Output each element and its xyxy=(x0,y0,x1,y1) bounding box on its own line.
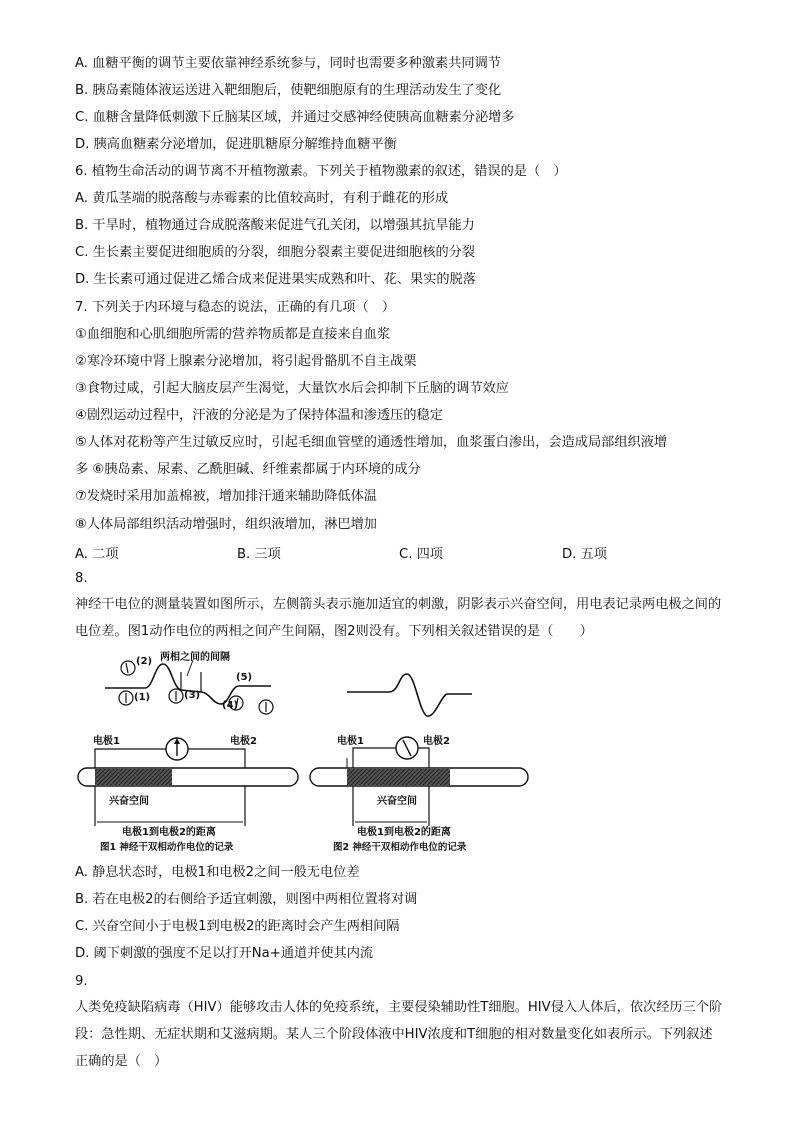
q6-option-c: C. 生长素主要促进细胞质的分裂，细胞分裂素主要促进细胞核的分裂 xyxy=(75,245,476,260)
q6-stem: 6. 植物生命活动的调节离不开植物激素。下列关于植物激素的叙述，错误的是（ ） xyxy=(75,164,567,179)
fig1-gap-label: 两相之间的间隔 xyxy=(160,652,230,663)
q7-stem: 7. 下列关于内环境与稳态的说法，正确的有几项（ ） xyxy=(75,300,396,315)
fig2-excitation-zone xyxy=(347,769,450,785)
q5-option-b: B. 胰岛素随体液运送进入靶细胞后，使靶细胞原有的生理活动发生了变化 xyxy=(75,83,502,98)
q7-item-7: ⑦发烧时采用加盖棉被，增加排汗通来辅助降低体温 xyxy=(75,489,377,504)
q7-item-2: ②寒冷环境中肾上腺素分泌增加，将引起骨骼肌不自主战栗 xyxy=(75,354,417,369)
q7-item-3: ③食物过咸，引起大脑皮层产生渴觉，大量饮水后会抑制下丘脑的调节效应 xyxy=(75,381,509,396)
figure-1 xyxy=(75,646,305,856)
fig2-excitation-label: 兴奋空间 xyxy=(377,796,417,807)
q8-number: 8. xyxy=(75,571,88,586)
q8-option-d: D. 阈下刺激的强度不足以打开Na+通道并使其内流 xyxy=(75,946,374,961)
fig2-waveform xyxy=(347,674,472,716)
q6-option-a: A. 黄瓜茎端的脱落酸与赤霉素的比值较高时，有利于雌花的形成 xyxy=(75,191,449,206)
fig1-wire-electrode2 xyxy=(188,749,245,826)
q7-option-d: D. 五项 xyxy=(562,547,607,562)
q7-item-5-cont-6: 多 ⑥胰岛素、尿素、乙酰胆碱、纤维素都属于内环境的成分 xyxy=(75,462,421,477)
q5-option-c: C. 血糖含量降低刺激下丘脑某区域，并通过交感神经使胰高血糖素分泌增多 xyxy=(75,110,515,125)
figure-2 xyxy=(307,646,532,856)
q5-option-a: A. 血糖平衡的调节主要依靠神经系统参与，同时也需要多种激素共同调节 xyxy=(75,56,501,71)
q9-stem: 人类免疫缺陷病毒（HIV）能够攻击人体的免疫系统，主要侵染辅助性T细胞。HIV侵入人体后，依次经历三个阶段：急性期、无症状期和艾滋病期。某人三个阶段体液中HIV浓度和T细胞的相对数量变化如表所示。下列叙述正确的是（ ） xyxy=(75,1000,723,1069)
fig1-caption: 图1 神经干双相动作电位的记录 xyxy=(100,842,234,853)
fig2-wire-electrode2 xyxy=(418,748,429,826)
q5-option-d: D. 胰高血糖素分泌增加，促进肌糖原分解维持血糖平衡 xyxy=(75,137,397,152)
q7-item-4: ④剧烈运动过程中，汗液的分泌是为了保持体温和渗透压的稳定 xyxy=(75,408,443,423)
fig1-electrode1-label: 电极1 xyxy=(93,736,120,747)
q7-item-5: ⑤人体对花粉等产生过敏反应时，引起毛细血管壁的通透性增加，血浆蛋白渗出，会造成局部组织液增 xyxy=(75,435,668,450)
fig2-electrode1-label: 电极1 xyxy=(337,736,364,747)
fig1-excitation-zone xyxy=(95,769,172,785)
fig1-marker-5: (5) xyxy=(236,672,253,683)
q8-stem: 神经干电位的测量装置如图所示，左侧箭头表示施加适宜的刺激，阴影表示兴奋空间，用电表记录两电极之间的电位差。图1动作电位的两相之间产生间隔，图2则没有。下列相关叙述错误的是（ ） xyxy=(75,597,722,639)
fig2-electrode2-label: 电极2 xyxy=(423,736,450,747)
fig1-marker-1: (1) xyxy=(134,692,151,703)
fig1-excitation-label: 兴奋空间 xyxy=(109,796,149,807)
q8-option-b: B. 若在电极2的右侧给予适宜刺激，则图中两相位置将对调 xyxy=(75,892,418,907)
q6-option-b: B. 干旱时，植物通过合成脱落酸来促进气孔关闭，以增强其抗旱能力 xyxy=(75,218,475,233)
fig1-distance-label: 电极1到电极2的距离 xyxy=(122,827,216,838)
fig2-caption: 图2 神经干双相动作电位的记录 xyxy=(333,842,467,853)
q7-item-8: ⑧人体局部组织活动增强时，组织液增加，淋巴增加 xyxy=(75,517,377,532)
q7-option-b: B. 三项 xyxy=(237,547,281,562)
fig1-marker-3: (3) xyxy=(184,690,201,701)
q7-options xyxy=(75,543,735,561)
q9-number: 9. xyxy=(75,974,88,989)
fig1-electrode2-label: 电极2 xyxy=(230,736,257,747)
q7-option-a: A. 二项 xyxy=(75,547,119,562)
fig1-marker-2: (2) xyxy=(136,656,153,667)
q7-item-1: ①血细胞和心肌细胞所需的营养物质都是直接来自血浆 xyxy=(75,327,391,342)
q6-option-d: D. 生长素可通过促进乙烯合成来促进果实成熟和叶、花、果实的脱落 xyxy=(75,272,476,287)
q8-option-c: C. 兴奋空间小于电极1到电极2的距离时会产生两相间隔 xyxy=(75,919,400,934)
q8-option-a: A. 静息状态时，电极1和电极2之间一般无电位差 xyxy=(75,865,360,880)
fig1-marker-4: (4) xyxy=(222,700,239,711)
fig2-distance-label: 电极1到电极2的距离 xyxy=(357,827,451,838)
q7-option-c: C. 四项 xyxy=(399,547,443,562)
